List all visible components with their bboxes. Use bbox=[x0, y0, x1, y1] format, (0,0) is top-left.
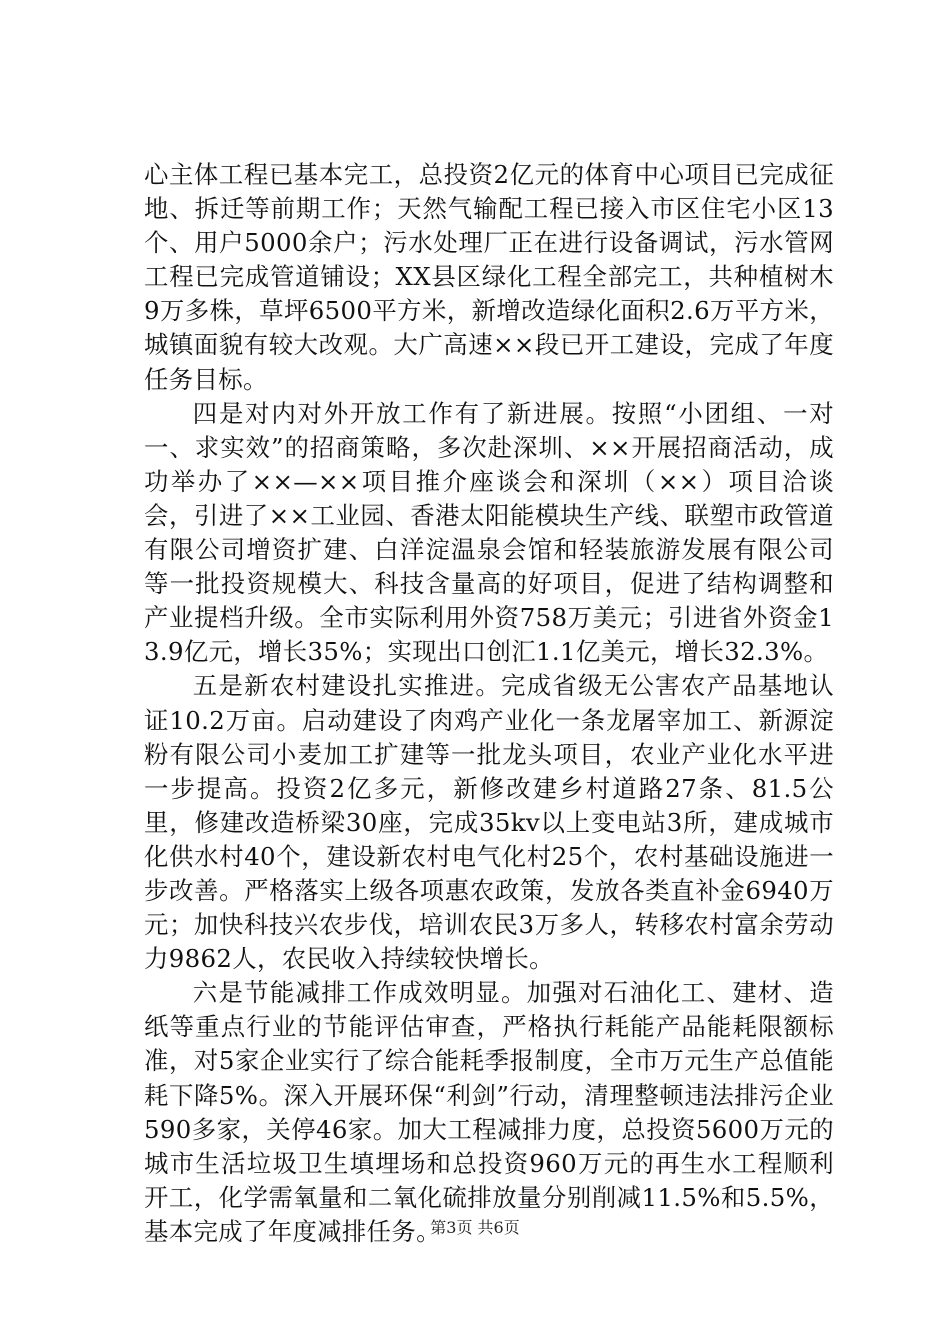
paragraph-continued-infrastructure: 心主体工程已基本完工，总投资2亿元的体育中心项目已完成征地、拆迁等前期工作；天然气输配工程已接入市区住宅小区13个、用户5000余户；污水处理厂正在进行设备调试，污水管网工程已完成管道铺设；XX县区绿化工程全部完工，共种植树木9万多株，草坪6500平方米，新增改造绿化面积2.6万平方米，城镇面貌有较大改观。大广高速××段已开工建设，完成了年度任务目标。 bbox=[144, 160, 834, 394]
page-number-footer: 第3页 共6页 bbox=[430, 1218, 520, 1237]
paragraph-new-countryside: 五是新农村建设扎实推进。完成省级无公害农产品基地认证10.2万亩。启动建设了肉鸡产业化一条龙屠宰加工、新源淀粉有限公司小麦加工扩建等一批龙头项目，农业产业化水平进一步提高。投资2亿多元，新修改建乡村道路27条、81.5公里，修建改造桥梁30座，完成35kv以上变电站3所，建成城市化供水村40个，建设新农村电气化村25个，农村基础设施进一步改善。严格落实上级各项惠农政策，发放各类直补金6940万元；加快科技兴农步伐，培训农民3万多人，转移农村富余劳动力9862人，农民收入持续较快增长。 bbox=[144, 671, 834, 974]
paragraph-opening-up: 四是对内对外开放工作有了新进展。按照“小团组、一对一、求实效”的招商策略，多次赴深圳、××开展招商活动，成功举办了××—××项目推介座谈会和深圳（××）项目洽谈会，引进了××工业园、香港太阳能模块生产线、联塑市政管道有限公司增资扩建、白洋淀温泉会馆和轻装旅游发展有限公司等一批投资规模大、科技含量高的好项目，促进了结构调整和产业提档升级。全市实际利用外资758万美元；引进省外资金13.9亿元，增长35%；实现出口创汇1.1亿美元，增长32.3%。 bbox=[144, 398, 834, 667]
document-body bbox=[144, 158, 834, 1249]
paragraph-energy-saving: 六是节能减排工作成效明显。加强对石油化工、建材、造纸等重点行业的节能评估审查，严格执行耗能产品能耗限额标准，对5家企业实行了综合能耗季报制度，全市万元生产总值能耗下降5%。深入开展环保“利剑”行动，清理整顿违法排污企业590多家，关停46家。加大工程减排力度，总投资5600万元的城市生活垃圾卫生填埋场和总投资960万元的再生水工程顺利开工，化学需氧量和二氧化硫排放量分别削减11.5%和5.5%，基本完成了年度减排任务。 bbox=[144, 978, 834, 1246]
